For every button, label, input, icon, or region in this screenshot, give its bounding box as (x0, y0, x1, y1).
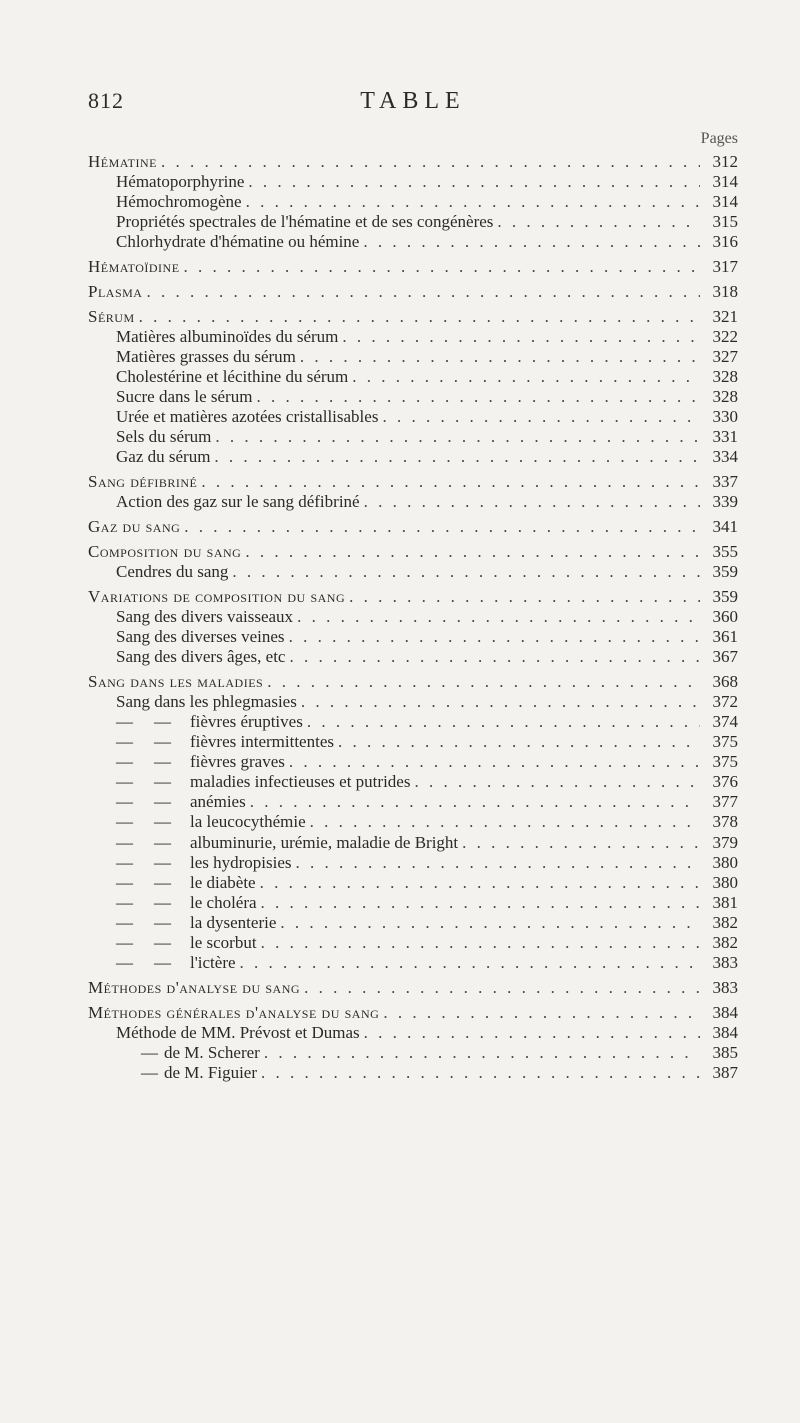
dot-leader (261, 933, 700, 953)
toc-entry (88, 447, 738, 467)
toc-entry-title: les hydropisies (190, 852, 292, 872)
dot-leader (201, 472, 700, 492)
toc-entry-page: 359 (712, 586, 738, 606)
toc-entry-page: 328 (712, 367, 738, 386)
dot-leader (214, 447, 700, 467)
toc-entry-title: Urée et matières azotées cristallisables (116, 407, 379, 427)
toc-entry (88, 692, 738, 712)
toc-entry-title: Hématoporphyrine (116, 172, 245, 192)
dot-leader (382, 407, 700, 427)
toc-entry (88, 953, 738, 973)
dot-leader (338, 732, 700, 752)
dot-leader (256, 387, 700, 407)
toc-entry-title: le diabète (190, 872, 256, 892)
toc-entry (88, 542, 738, 562)
ditto-dash: — (154, 812, 171, 832)
dot-leader (304, 978, 700, 998)
dot-leader (352, 367, 700, 387)
dot-leader (307, 712, 700, 732)
toc-entry (88, 407, 738, 427)
dot-leader (261, 1063, 700, 1083)
toc-entry-title: de M. Figuier (164, 1062, 258, 1082)
toc-entry-page: 375 (712, 732, 738, 752)
toc-entry-title: Sang des diverses veines (116, 626, 285, 646)
dot-leader (248, 172, 700, 192)
pages-column-label: Pages (700, 130, 738, 147)
toc-entry (88, 427, 738, 447)
ditto-dash: — (154, 872, 171, 892)
toc-entry-page: 359 (712, 561, 738, 581)
toc-entry-page: 375 (712, 752, 738, 772)
toc-entry-title: la dysenterie (190, 912, 277, 932)
toc-entry (88, 192, 738, 212)
toc-entry-title: Composition du sang (88, 541, 242, 561)
toc-entry (88, 933, 738, 953)
toc-entry-page: 315 (712, 212, 738, 232)
toc-entry (88, 367, 738, 387)
toc-entry-title: maladies infectieuses et putrides (190, 772, 411, 792)
ditto-dash: — (116, 711, 133, 731)
dot-leader (383, 1003, 700, 1023)
toc-entry-page: 328 (712, 387, 738, 407)
running-title: TABLE (360, 88, 466, 114)
toc-entry (88, 873, 738, 893)
toc-entry-title: Sang des divers vaisseaux (116, 606, 294, 626)
page-number: 812 (88, 88, 124, 113)
toc-entry (88, 347, 738, 367)
toc-entry (88, 812, 738, 832)
toc-entry-page: 355 (712, 541, 738, 561)
toc-entry (88, 913, 738, 933)
dot-leader (462, 833, 700, 853)
toc-entry (88, 978, 738, 998)
ditto-dash: — (116, 752, 133, 772)
toc-entry-page: 327 (712, 346, 738, 366)
dot-leader (146, 282, 700, 302)
dot-leader (261, 893, 700, 913)
toc-entry-page: 314 (712, 192, 738, 212)
dot-leader (296, 853, 700, 873)
toc-entry-page: 361 (712, 626, 738, 646)
toc-entry-title: Méthode de MM. Prévost et Dumas (116, 1022, 360, 1042)
ditto-dash: — (116, 832, 133, 852)
dot-leader (414, 772, 700, 792)
toc-entry-title: Plasma (88, 281, 143, 301)
ditto-dash: — (154, 953, 171, 973)
ditto-dash: — (154, 932, 171, 952)
toc-entry-page: 314 (712, 172, 738, 192)
dot-leader (342, 327, 700, 347)
dot-leader (289, 752, 700, 772)
toc-entry (88, 282, 738, 302)
page-header (88, 88, 738, 118)
toc-entry-title: Hémochromogène (116, 192, 242, 212)
toc-entry-page: 384 (712, 1022, 738, 1042)
toc-entry-title: le choléra (190, 892, 257, 912)
toc-entry-page: 385 (712, 1042, 738, 1062)
toc-entry-title: Sérum (88, 306, 135, 326)
toc-entry (88, 232, 738, 252)
toc-entry-title: fièvres éruptives (190, 711, 303, 731)
toc-entry-title: le scorbut (190, 932, 257, 952)
ditto-dash: — (154, 711, 171, 731)
ditto-dash: — (116, 872, 133, 892)
dot-leader (184, 257, 700, 277)
ditto-dash: — (154, 912, 171, 932)
toc-entry-page: 312 (712, 152, 738, 171)
toc-entry-page: 384 (712, 1002, 738, 1022)
toc-entry-title: la leucocythémie (190, 812, 306, 832)
ditto-dash: — (154, 752, 171, 772)
toc-entry (88, 672, 738, 692)
toc-entry-page: 330 (712, 407, 738, 427)
dot-leader (364, 492, 700, 512)
toc-entry (88, 307, 738, 327)
toc-entry-title: Chlorhydrate d'hématine ou hémine (116, 232, 360, 252)
toc-entry (88, 627, 738, 647)
toc-entry-title: Sang défibriné (88, 472, 198, 492)
dot-leader (300, 347, 700, 367)
toc-entry (88, 587, 738, 607)
ditto-dash: — (116, 892, 133, 912)
toc-entry (88, 853, 738, 873)
dot-leader (310, 812, 700, 832)
toc-entry-title: Hématoïdine (88, 257, 180, 277)
ditto-dash: — (154, 852, 171, 872)
toc-entry-title: Sang dans les maladies (88, 671, 264, 691)
ditto-dash: — (116, 792, 133, 812)
ditto-dash: — (116, 852, 133, 872)
toc-entry-page: 321 (712, 306, 738, 326)
toc-entry-title: Sels du sérum (116, 427, 212, 447)
dot-leader (245, 542, 700, 562)
toc-entry-page: 331 (712, 427, 738, 447)
toc-entry (88, 1063, 738, 1083)
toc-entry-title: Sang dans les phlegmasies (116, 691, 297, 711)
toc-entry-page: 383 (712, 953, 738, 973)
toc-entry (88, 712, 738, 732)
dot-leader (363, 232, 700, 252)
toc-entry (88, 152, 738, 172)
dot-leader (246, 192, 700, 212)
toc-entry-page: 367 (712, 646, 738, 666)
toc-entry (88, 1003, 738, 1023)
dot-leader (280, 913, 700, 933)
toc-entry (88, 732, 738, 752)
toc-entry-title: Gaz du sérum (116, 447, 211, 467)
toc-entry (88, 387, 738, 407)
toc-entry (88, 562, 738, 582)
toc-entry-title: Gaz du sang (88, 517, 181, 537)
toc-entry-page: 317 (712, 257, 738, 277)
toc-entry-title: Sang des divers âges, etc (116, 646, 286, 666)
toc-entry-title: Propriétés spectrales de l'hématine et de ses congénères (116, 212, 494, 232)
dot-leader (215, 427, 700, 447)
toc-entry-page: 379 (712, 832, 738, 852)
toc-entry-page: 374 (712, 711, 738, 731)
toc-entry-page: 360 (712, 606, 738, 626)
toc-entry-title: Matières grasses du sérum (116, 346, 296, 366)
toc-entry-page: 334 (712, 447, 738, 467)
ditto-dash: — (154, 772, 171, 792)
toc-entry-page: 341 (712, 517, 738, 537)
toc-entry-page: 368 (712, 671, 738, 691)
toc-entry-title: Méthodes d'analyse du sang (88, 977, 301, 997)
toc-entry-title: Variations de composition du sang (88, 586, 346, 606)
toc-entry-page: 316 (712, 232, 738, 252)
toc-entry (88, 792, 738, 812)
toc-entry (88, 647, 738, 667)
toc-entry-title: fièvres graves (190, 752, 285, 772)
toc-entry (88, 1023, 738, 1043)
toc-entry-title: l'ictère (190, 953, 236, 973)
toc-entry (88, 327, 738, 347)
dot-leader (161, 152, 700, 172)
dot-leader (349, 587, 700, 607)
dot-leader (497, 212, 700, 232)
ditto-dash: — (141, 1042, 158, 1062)
toc-entry (88, 1043, 738, 1063)
table-of-contents (88, 152, 738, 1083)
toc-entry-page: 339 (712, 492, 738, 512)
toc-entry-page: 337 (712, 472, 738, 492)
ditto-dash: — (116, 932, 133, 952)
toc-entry (88, 492, 738, 512)
ditto-dash: — (154, 832, 171, 852)
toc-entry-title: Sucre dans le sérum (116, 387, 253, 407)
toc-entry (88, 607, 738, 627)
toc-entry-page: 381 (712, 892, 738, 912)
toc-entry-title: de M. Scherer (164, 1042, 260, 1062)
ditto-dash: — (116, 772, 133, 792)
toc-entry-page: 376 (712, 772, 738, 792)
toc-entry-title: fièvres intermittentes (190, 732, 334, 752)
toc-entry-title: Matières albuminoïdes du sérum (116, 326, 339, 346)
dot-leader (289, 647, 700, 667)
toc-entry (88, 212, 738, 232)
toc-entry-title: Action des gaz sur le sang défibriné (116, 492, 360, 512)
dot-leader (232, 562, 700, 582)
ditto-dash: — (154, 732, 171, 752)
dot-leader (139, 307, 700, 327)
toc-entry-page: 382 (712, 912, 738, 932)
toc-entry (88, 833, 738, 853)
ditto-dash: — (116, 912, 133, 932)
ditto-dash: — (154, 892, 171, 912)
toc-entry (88, 257, 738, 277)
dot-leader (289, 627, 700, 647)
ditto-dash: — (141, 1062, 158, 1082)
toc-entry (88, 472, 738, 492)
toc-entry-page: 377 (712, 792, 738, 812)
toc-entry-title: Hématine (88, 152, 157, 171)
toc-entry-title: albuminurie, urémie, maladie de Bright (190, 832, 459, 852)
toc-entry (88, 772, 738, 792)
toc-entry (88, 172, 738, 192)
toc-entry-title: Méthodes générales d'analyse du sang (88, 1002, 380, 1022)
toc-entry-page: 383 (712, 977, 738, 997)
toc-entry-page: 387 (712, 1062, 738, 1082)
dot-leader (297, 607, 700, 627)
ditto-dash: — (116, 953, 133, 973)
toc-entry (88, 517, 738, 537)
toc-entry-page: 322 (712, 326, 738, 346)
toc-entry-page: 378 (712, 812, 738, 832)
dot-leader (267, 672, 700, 692)
dot-leader (364, 1023, 700, 1043)
toc-entry-title: Cendres du sang (116, 561, 229, 581)
dot-leader (301, 692, 700, 712)
toc-entry-page: 318 (712, 281, 738, 301)
dot-leader (260, 873, 700, 893)
dot-leader (250, 792, 700, 812)
toc-entry-page: 372 (712, 691, 738, 711)
toc-entry-title: anémies (190, 792, 246, 812)
dot-leader (240, 953, 700, 973)
toc-entry-page: 380 (712, 852, 738, 872)
toc-entry-title: Cholestérine et lécithine du sérum (116, 367, 349, 386)
toc-entry (88, 752, 738, 772)
dot-leader (264, 1043, 700, 1063)
ditto-dash: — (154, 792, 171, 812)
dot-leader (184, 517, 700, 537)
ditto-dash: — (116, 812, 133, 832)
toc-entry (88, 893, 738, 913)
toc-entry-page: 380 (712, 872, 738, 892)
toc-entry-page: 382 (712, 932, 738, 952)
ditto-dash: — (116, 732, 133, 752)
